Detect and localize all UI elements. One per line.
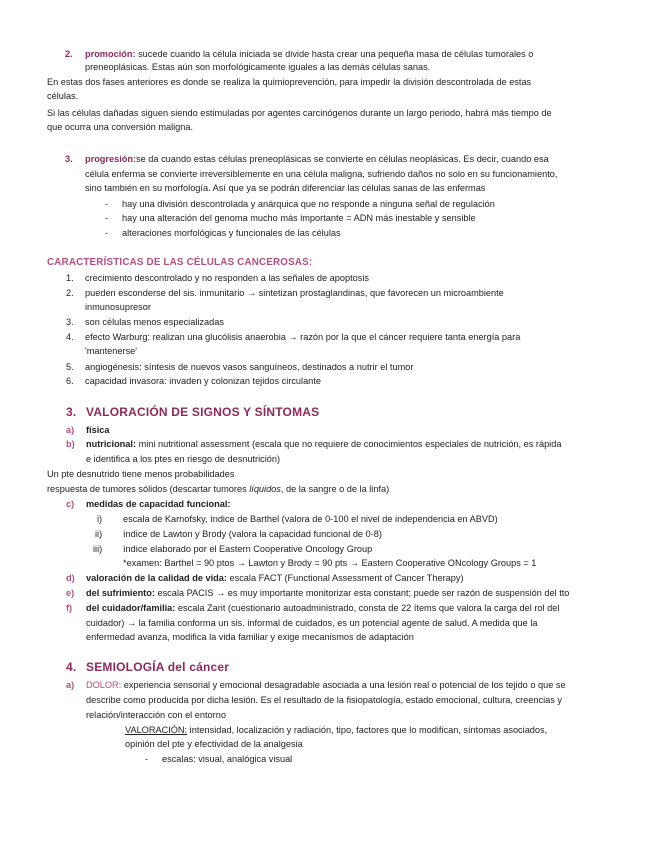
bullet-item: escalas: visual, analógica visual — [162, 754, 293, 764]
item-line — [86, 572, 464, 584]
list-item: crecimiento descontrolado y no responden a las señales de apoptosis — [85, 273, 369, 283]
list-number: 4. — [66, 332, 74, 342]
stage-line: preneoplásicas. Estas aún son morfológicamente iguales a las demás células sanas. — [85, 62, 431, 72]
stage-text: sucede cuando la célula iniciada se divide hasta crear una pequeña masa de células tumorales o — [135, 49, 534, 59]
item-line — [86, 587, 569, 599]
bullet-item: hay una división descontrolada y anárquica que no responde a ninguna señal de regulación — [122, 199, 495, 209]
item-text: mini nutritional assessment (escala que no requiere de conocimientos especiales de nutrición, es rápida — [136, 439, 562, 449]
section-title: VALORACIÓN DE SIGNOS Y SÍNTOMAS — [86, 405, 320, 419]
example-line: *examen: Barthel = 90 ptos → Lawton y Brody = 90 pts → Eastern Cooperative ONcology Groups = 1 — [123, 558, 537, 568]
roman-number: i) — [97, 514, 103, 524]
stage-number: 2. — [65, 49, 73, 59]
item-line — [86, 438, 561, 450]
item-label: física — [86, 425, 110, 435]
item-text: escala FACT (Functional Assessment of Cancer Therapy) — [226, 573, 464, 583]
paragraph-line: En estas dos fases anteriores es donde se realiza la quimioprevención, para impedir la división descontrolada de estas — [47, 77, 532, 87]
bullet-dash: - — [145, 754, 149, 764]
assessment-line — [125, 724, 547, 736]
item-letter: b) — [66, 439, 75, 449]
list-number: 2. — [66, 288, 74, 298]
item-text: experiencia sensorial y emocional desagradable asociada a una lesión real o potencial de los tejido o que se — [121, 680, 566, 690]
item-line: enfermedad avanza, modifica la vida familiar y exige mecanismos de adaptación — [86, 632, 414, 642]
stage-term: progresión: — [85, 154, 137, 164]
item-line: cuidador) → la familia conforma un sis. informal de cuidados, es un potencial agente de salud. A medida que la — [86, 618, 538, 628]
item-letter: a) — [66, 680, 75, 690]
note-line: Un pte desnutrido tiene menos probabilidades — [47, 469, 235, 479]
stage-text: se da cuando estas células preneoplásicas se convierte en células neoplásicas. Es decir, cuando esa — [136, 154, 549, 164]
list-item: pueden esconderse del sis. inmunitario → sintetizan prostaglandinas, que favorecen un microambiente — [85, 288, 504, 298]
assessment-label: VALORACIÓN: — [125, 725, 188, 735]
bullet-dash: - — [105, 228, 109, 238]
list-number: 1. — [66, 273, 74, 283]
list-item-cont: 'mantenerse' — [85, 346, 138, 356]
item-letter: c) — [66, 499, 75, 509]
item-line — [86, 602, 559, 614]
stage-line — [85, 48, 533, 60]
note-line — [47, 483, 389, 495]
paragraph-line: que ocurra una conversión maligna. — [47, 122, 194, 132]
bullet-item: alteraciones morfológicas y funcionales de las células — [122, 228, 341, 238]
list-item: capacidad invasora: invaden y colonizan tejidos circulante — [85, 376, 321, 386]
item-label: medidas de capacidad funcional: — [86, 499, 231, 509]
stage-line — [85, 153, 549, 165]
stage-term: promoción: — [85, 49, 136, 59]
section-number: 4. — [66, 660, 77, 674]
item-label: valoración de la calidad de vida: — [86, 573, 227, 583]
list-number: 3. — [66, 317, 74, 327]
list-item: son células menos especializadas — [85, 317, 224, 327]
roman-item: escala de Karnofsky, índice de Barthel (valora de 0-100 el nivel de independencia en ABVD) — [123, 514, 498, 524]
stage-number: 3. — [65, 154, 73, 164]
item-letter: f) — [66, 603, 73, 613]
item-text: escala PACIS → es muy importante monitorizar esta constant; puede ser razón de suspensión del tto — [154, 588, 570, 598]
bullet-item: hay una alteración del genoma mucho más importante = ADN más inestable y sensible — [122, 213, 476, 223]
item-line: relación/interacción con el entorno — [86, 710, 226, 720]
note-text: respuesta de tumores sólidos (descartar tumores — [47, 484, 250, 494]
item-line — [86, 679, 566, 691]
list-item-cont: inmunosupresor — [85, 302, 151, 312]
roman-item: índice de Lawton y Brody (valora la capacidad funcional de 0-8) — [123, 529, 382, 539]
item-letter: e) — [66, 588, 75, 598]
note-text: , de la sangre o de la linfa) — [280, 484, 390, 494]
bullet-dash: - — [105, 199, 109, 209]
item-letter: d) — [66, 573, 75, 583]
item-line: e identifica a los ptes en riesgo de desnutrición) — [86, 454, 281, 464]
item-label: DOLOR: — [86, 680, 122, 690]
item-letter: a) — [66, 425, 75, 435]
list-number: 5. — [66, 362, 74, 372]
assessment-text: intensidad, localización y radiación, tipo, factores que lo modifican, síntomas asociados, — [187, 725, 548, 735]
note-emphasis: líquidos — [249, 484, 281, 494]
item-label: nutricional: — [86, 439, 137, 449]
stage-line: célula enferma se convierte irreversiblemente en una célula maligna, sufriendo daños no solo en su funcionamiento, — [85, 169, 558, 179]
item-label: del cuidador/familia: — [86, 603, 176, 613]
list-item: efecto Warburg: realizan una glucólisis anaerobia → razón por la que el cáncer requiere tanta energía para — [85, 332, 521, 342]
roman-number: ii) — [95, 529, 103, 539]
list-item: angiogénesis: síntesis de nuevos vasos sanguíneos, destinados a nutrir el tumor — [85, 362, 414, 372]
roman-number: iii) — [93, 544, 103, 554]
bullet-dash: - — [105, 213, 109, 223]
roman-item: índice elaborado por el Eastern Cooperative Oncology Group — [123, 544, 373, 554]
paragraph-line: células. — [47, 91, 79, 101]
list-number: 6. — [66, 376, 74, 386]
item-line: describe como producida por dicha lesión. Es el resultado de la fisiopatología, estado emocional, cultura, creencias y — [86, 695, 562, 705]
section-number: 3. — [66, 405, 77, 419]
item-label: del sufrimiento: — [86, 588, 155, 598]
item-text: escala Zarit (cuestionario autoadministrado, consta de 22 ítems que valora la carga del rol del — [175, 603, 560, 613]
section-subtitle: CARACTERÍSTICAS DE LAS CÉLULAS CANCEROSAS: — [47, 257, 313, 268]
stage-line: sino también en su morfología. Así que ya se podrán diferenciar las células sanas de las enfermas — [85, 183, 486, 193]
section-title: SEMIOLOGÍA del cáncer — [86, 660, 230, 674]
assessment-line: opinión del pte y efectividad de la analgesia — [125, 739, 303, 749]
paragraph-line: Si las células dañadas siguen siendo estimuladas por agentes carcinógenos durante un largo periodo, habrá más tiempo de — [47, 108, 552, 118]
